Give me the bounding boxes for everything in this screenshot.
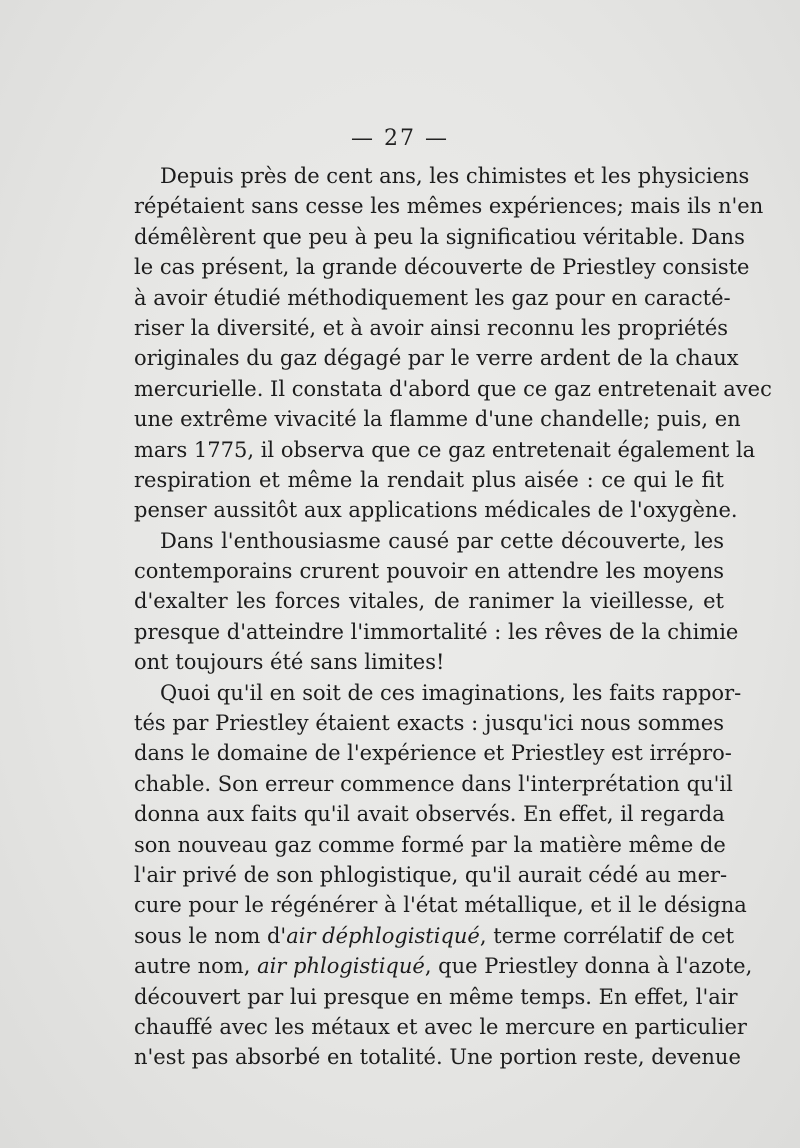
text-line: une extrême vivacité la flamme d'une chandelle; puis, en [134,407,741,432]
text-line: cure pour le régénérer à l'état métallique, et il le désigna [134,893,747,918]
text-run: sous le nom d' [134,923,287,948]
text-line: d'exalter les forces vitales, de ranimer la vieillesse, et [134,589,724,614]
text-line: tés par Priestley étaient exacts : jusqu'ici nous sommes [134,711,724,736]
text-run: , terme corrélatif de cet [479,923,735,948]
italic-term: air déphlogistiqué [286,923,480,948]
text-line: le cas présent, la grande découverte de Priestley consiste [134,255,750,280]
text-line: à avoir étudié méthodiquement les gaz pour en caracté- [134,285,731,310]
text-line: donna aux faits qu'il avait observés. En effet, il regarda [134,802,725,827]
page-number: — 27 — [351,126,449,151]
text-line: découvert par lui presque en même temps. En effet, l'air [134,984,738,1009]
text-line: mars 1775, il observa que ce gaz entretenait également la [134,437,756,462]
text-line: répétaient sans cesse les mêmes expériences; mais ils n'en [134,194,764,219]
text-run: autre nom, [134,954,258,979]
body-text [134,161,772,1073]
text-line: démêlèrent que peu à peu la significatiou véritable. Dans [134,224,745,249]
text-line: l'air privé de son phlogistique, qu'il aurait cédé au mer- [134,862,728,887]
text-line: n'est pas absorbé en totalité. Une portion reste, devenue [134,1045,741,1070]
text-line: chauffé avec les métaux et avec le mercure en particulier [134,1014,747,1039]
text-line: chable. Son erreur commence dans l'interprétation qu'il [134,771,733,796]
text-line [134,921,735,951]
text-run: , que Priestley donna à l'azote, [424,954,753,979]
text-line: presque d'atteindre l'immortalité : les rêves de la chimie [134,619,739,644]
text-line: respiration et même la rendait plus aisée : ce qui le fit [134,467,724,492]
text-line: son nouveau gaz comme formé par la matière même de [134,832,726,857]
text-line: Dans l'enthousiasme causé par cette découverte, les [160,528,724,553]
text-line: Quoi qu'il en soit de ces imaginations, les faits rappor- [160,680,742,705]
text-line: riser la diversité, et à avoir ainsi reconnu les propriétés [134,315,729,340]
text-line: Depuis près de cent ans, les chimistes et les physiciens [160,164,750,188]
text-line: originales du gaz dégagé par le verre ardent de la chaux [134,346,739,371]
italic-term: air phlogistiqué [257,954,425,979]
text-line [134,951,753,981]
text-line: penser aussitôt aux applications médicales de l'oxygène. [134,498,738,523]
text-line: dans le domaine de l'expérience et Priestley est irrépro- [134,741,732,766]
text-line: contemporains crurent pouvoir en attendre les moyens [134,559,724,584]
text-line: ont toujours été sans limites! [134,650,445,675]
text-line: mercurielle. Il constata d'abord que ce gaz entretenait avec [134,376,772,401]
